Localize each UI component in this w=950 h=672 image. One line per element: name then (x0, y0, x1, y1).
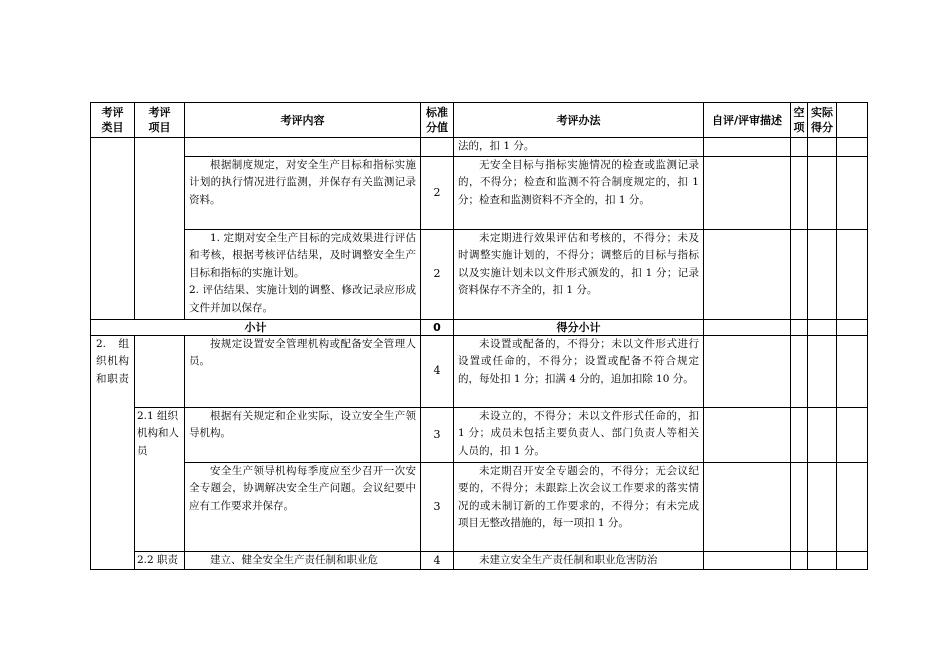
subtotal-row (91, 319, 868, 335)
score-cell: 2 (421, 156, 454, 229)
header-empty: 空 项 (791, 103, 808, 138)
review-cell[interactable] (704, 138, 791, 157)
extra-cell (837, 156, 868, 229)
method-cell: 未建立安全生产责任制和职业危害防治 (454, 551, 704, 570)
header-item: 考评 项目 (135, 103, 185, 138)
header-content: 考评内容 (185, 103, 421, 138)
extra-cell (837, 462, 868, 551)
method-cell: 未定期召开安全专题会的，不得分；无会议纪要的，不得分；未跟踪上次会议工作要求的落实情况的或未制订新的工作要求的，不得分；有未完成项目无整改措施的，每一项扣 1 分。 (454, 462, 704, 551)
extra-cell (837, 407, 868, 462)
score-cell: 4 (421, 551, 454, 570)
item-cell (135, 138, 185, 320)
content-cell: 按规定设置安全管理机构或配备安全管理人员。 (185, 335, 421, 407)
actual-score-cell[interactable] (808, 229, 837, 319)
review-cell[interactable] (704, 156, 791, 229)
extra-cell (837, 551, 868, 570)
empty-cell[interactable] (791, 319, 808, 335)
actual-score-cell[interactable] (808, 335, 837, 407)
actual-score-cell[interactable] (808, 462, 837, 551)
evaluation-table (90, 102, 868, 570)
header-score: 标准 分值 (421, 103, 454, 138)
content-cell: 安全生产领导机构每季度应至少召开一次安全专题会，协调解决安全生产问题。会议纪要中应有工作要求并保存。 (185, 462, 421, 551)
method-cell: 无安全目标与指标实施情况的检查或监测记录的，不得分；检查和监测不符合制度规定的，扣 1 分；检查和监测资料不齐全的，扣 1 分。 (454, 156, 704, 229)
category-cell (91, 138, 135, 320)
review-cell[interactable] (704, 551, 791, 570)
header-review: 自评/评审描述 (704, 103, 791, 138)
subtotal-value: 0 (421, 319, 454, 335)
table-row (91, 551, 868, 570)
review-cell[interactable] (704, 229, 791, 319)
score-cell: 3 (421, 407, 454, 462)
table-row (91, 138, 868, 157)
content-cell: 根据有关规定和企业实际，设立安全生产领导机构。 (185, 407, 421, 462)
actual-score-cell[interactable] (808, 156, 837, 229)
category-cell: 2. 组织机构和职责 (91, 335, 135, 570)
header-actual: 实际 得分 (808, 103, 837, 138)
item-cell: 2.1 组织机构和人员 (135, 407, 185, 551)
content-cell: 1. 定期对安全生产目标的完成效果进行评估和考核，根据考核评估结果，及时调整安全生产目标和指标的实施计划。 2. 评估结果、实施计划的调整、修改记录应形成文件并加以保存。 (185, 229, 421, 319)
table-row (91, 335, 868, 407)
header-row (91, 103, 868, 138)
table-row (91, 407, 868, 462)
review-cell[interactable] (704, 335, 791, 407)
content-cell: 根据制度规定，对安全生产目标和指标实施计划的执行情况进行监测，并保存有关监测记录资料。 (185, 156, 421, 229)
method-cell: 法的，扣 1 分。 (454, 138, 704, 157)
actual-score-cell[interactable] (808, 407, 837, 462)
empty-cell[interactable] (791, 551, 808, 570)
table-row (91, 229, 868, 319)
actual-score-cell[interactable] (808, 138, 837, 157)
item-cell (135, 335, 185, 407)
score-cell: 3 (421, 462, 454, 551)
empty-cell[interactable] (791, 407, 808, 462)
empty-cell[interactable] (791, 138, 808, 157)
review-cell[interactable] (704, 319, 791, 335)
empty-cell[interactable] (791, 335, 808, 407)
method-cell: 未设置或配备的，不得分；未以文件形式进行设置或任命的，不得分；设置或配备不符合规定的，每处扣 1 分；扣满 4 分的，追加扣除 10 分。 (454, 335, 704, 407)
review-cell[interactable] (704, 407, 791, 462)
score-cell: 2 (421, 229, 454, 319)
header-blank (837, 103, 868, 138)
review-cell[interactable] (704, 462, 791, 551)
extra-cell (837, 138, 868, 157)
empty-cell[interactable] (791, 462, 808, 551)
subtotal-label: 小计 (91, 319, 421, 335)
header-category: 考评 类目 (91, 103, 135, 138)
content-cell (185, 138, 421, 157)
extra-cell (837, 229, 868, 319)
extra-cell (837, 319, 868, 335)
item-cell: 2.2 职责 (135, 551, 185, 570)
score-cell (421, 138, 454, 157)
empty-cell[interactable] (791, 229, 808, 319)
score-cell: 4 (421, 335, 454, 407)
empty-cell[interactable] (791, 156, 808, 229)
actual-score-cell[interactable] (808, 551, 837, 570)
extra-cell (837, 335, 868, 407)
score-subtotal-label: 得分小计 (454, 319, 704, 335)
method-cell: 未设立的，不得分；未以文件形式任命的，扣 1 分；成员未包括主要负责人、部门负责人等相关人员的，扣 1 分。 (454, 407, 704, 462)
table-row (91, 156, 868, 229)
actual-score-cell[interactable] (808, 319, 837, 335)
content-cell: 建立、健全安全生产责任制和职业危 (185, 551, 421, 570)
header-method: 考评办法 (454, 103, 704, 138)
method-cell: 未定期进行效果评估和考核的，不得分；未及时调整实施计划的，不得分；调整后的目标与指标以及实施计划未以文件形式颁发的，扣 1 分；记录资料保存不齐全的，扣 1 分。 (454, 229, 704, 319)
table-row (91, 462, 868, 551)
